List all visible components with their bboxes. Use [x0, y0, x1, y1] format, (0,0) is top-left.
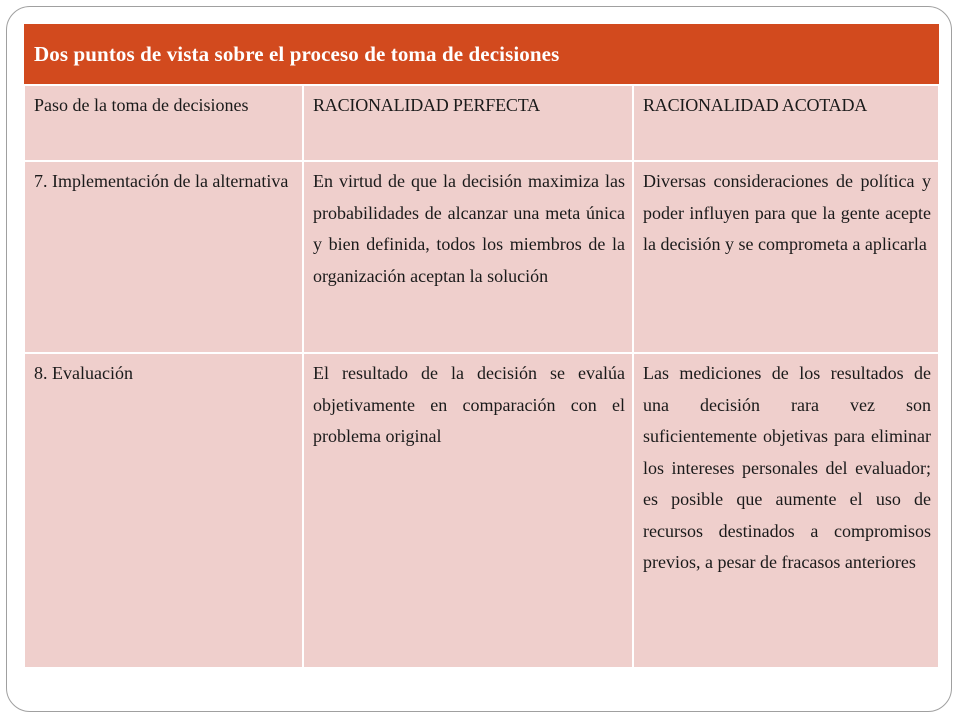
row-step-cell — [24, 353, 303, 668]
row-perfect-cell: El resultado de la decisión se evalúa objetivamente en comparación con el problema original — [303, 353, 633, 668]
title-row — [24, 24, 939, 85]
row-step-cell — [24, 161, 303, 353]
table-row — [24, 353, 939, 668]
row-step-label: 7. Implementación de la alternativa — [34, 171, 289, 191]
row-bounded-cell: Las mediciones de los resultados de una decisión rara vez son suficientemente objetivas para eliminar los intereses personales del evaluador; es posible que aumente el uso de recursos destinados a compromisos previos, a pesar de fracasos anteriores — [633, 353, 939, 668]
header-bounded-rationality: RACIONALIDAD ACOTADA — [633, 85, 939, 161]
row-step-label: 8. Evaluación — [34, 363, 133, 383]
table-title: Dos puntos de vista sobre el proceso de toma de decisiones — [24, 24, 939, 85]
header-perfect-rationality: RACIONALIDAD PERFECTA — [303, 85, 633, 161]
comparison-table — [23, 24, 940, 669]
row-perfect-cell: En virtud de que la decisión maximiza las probabilidades de alcanzar una meta única y bien definida, todos los miembros de la organización aceptan la solución — [303, 161, 633, 353]
table-row — [24, 161, 939, 353]
header-step: Paso de la toma de decisiones — [24, 85, 303, 161]
header-row — [24, 85, 939, 161]
row-bounded-cell: Diversas consideraciones de política y poder influyen para que la gente acepte la decisión y se comprometa a aplicarla — [633, 161, 939, 353]
comparison-table-container — [23, 24, 938, 669]
